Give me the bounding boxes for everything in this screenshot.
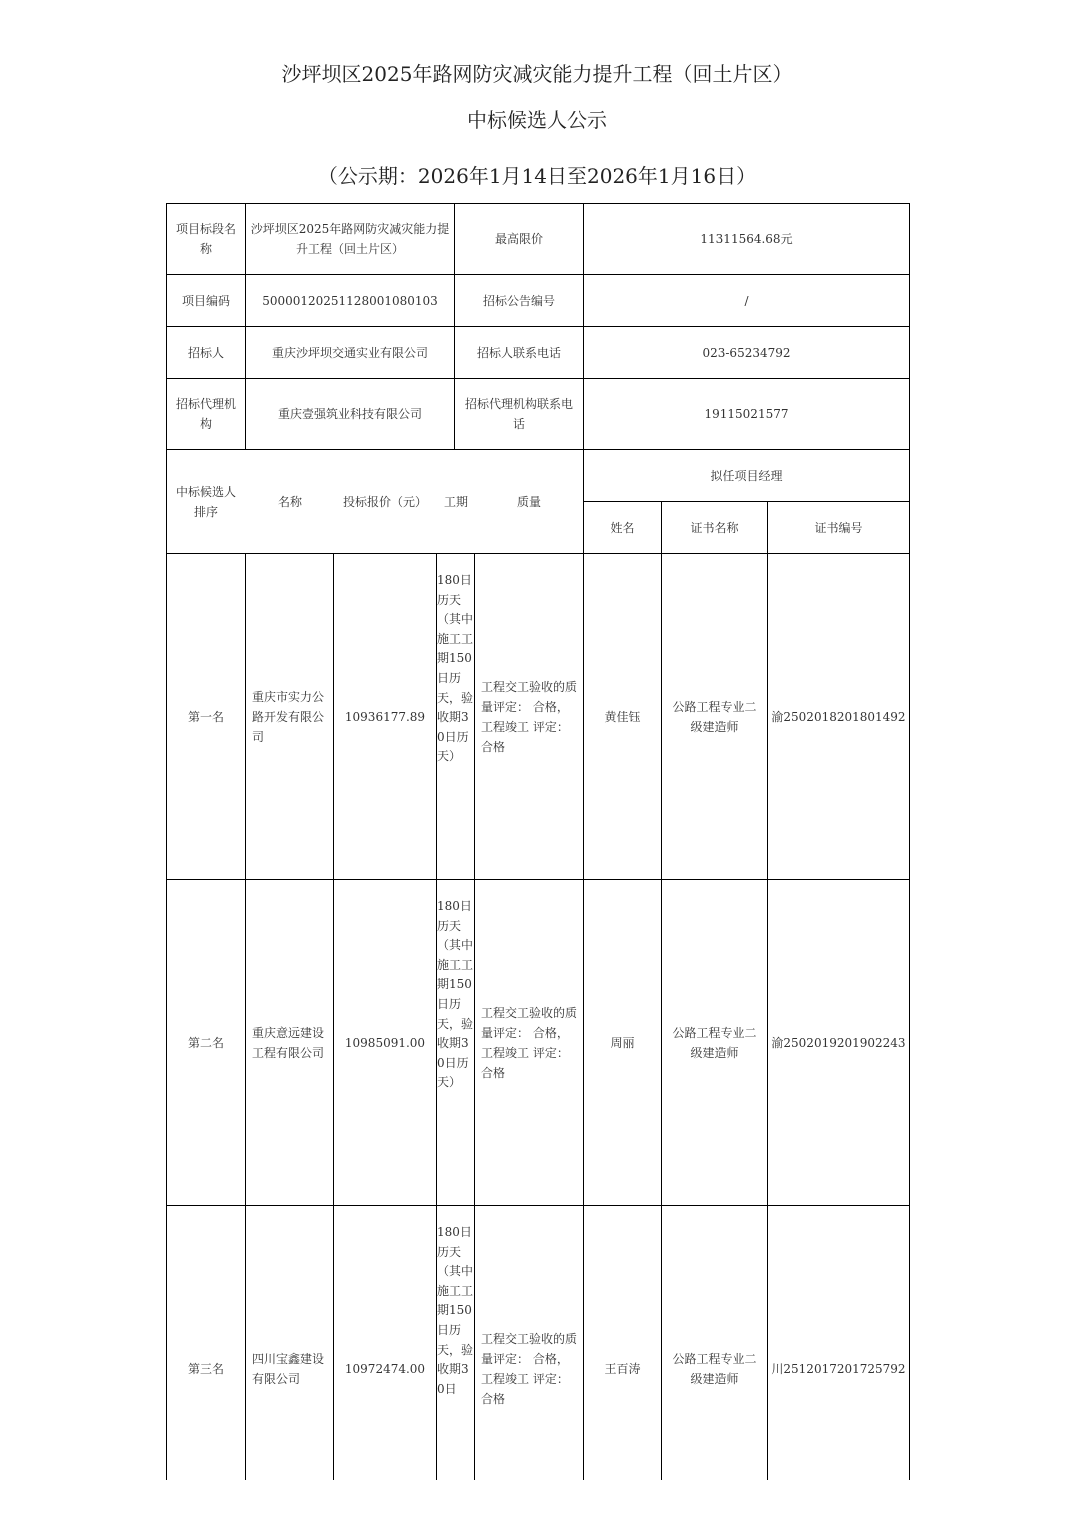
- tenderer-phone-label: 招标人联系电话: [476, 345, 561, 360]
- document-subtitle: 中标候选人公示: [467, 108, 607, 132]
- pm-name-cell: 王百涛: [604, 1361, 641, 1376]
- bid-cell: 10985091.00: [344, 1035, 426, 1050]
- pm-name-cell: 黄佳钰: [604, 709, 641, 724]
- section-name-value: 沙坪坝区2025年路网防灾减灾能力提升工程（回土片区）: [250, 222, 450, 256]
- bid-cell: 10972474.00: [344, 1361, 426, 1376]
- company-name-cell: 重庆市实力公路开发有限公司: [252, 689, 325, 744]
- duration-cell: 180日历天（其中施工工期150日历天，验收期30日: [437, 1225, 474, 1396]
- duration-header: 工期: [443, 494, 468, 509]
- max-price-label: 最高限价: [494, 232, 543, 246]
- tenderer-label: 招标人: [187, 345, 224, 360]
- agency-phone-label: 招标代理机构联系电话: [464, 397, 573, 431]
- table-rule: [661, 501, 662, 1480]
- rank-cell: 第一名: [187, 709, 224, 724]
- table-rule: [474, 553, 475, 1480]
- rank-cell: 第三名: [187, 1361, 224, 1376]
- project-code-value: 50000120251128001080103: [262, 293, 438, 308]
- quality-header: 质量: [516, 494, 541, 509]
- cert-name-cell: 公路工程专业二级建造师: [672, 699, 757, 734]
- quality-cell: 工程交工验收的质量评定： 合格，工程竣工 评定：合格: [481, 679, 578, 754]
- cert-name-cell: 公路工程专业二级建造师: [672, 1025, 757, 1060]
- notice-no-label: 招标公告编号: [482, 293, 555, 308]
- cert-no-header: 证书编号: [814, 520, 863, 535]
- notice-no-value: /: [744, 293, 749, 308]
- table-rule: [909, 203, 910, 1480]
- bid-header: 投标报价（元）: [342, 494, 427, 509]
- cert-no-cell: 川2512017201725792: [771, 1361, 906, 1376]
- cert-name-header: 证书名称: [690, 520, 739, 535]
- document-title: 沙坪坝区2025年路网防灾减灾能力提升工程（回土片区）: [281, 62, 793, 86]
- section-name-label: 项目标段名称: [175, 222, 236, 256]
- cert-no-cell: 渝2502018201801492: [771, 709, 906, 724]
- cert-no-cell: 渝2502019201902243: [771, 1035, 906, 1050]
- company-name-cell: 四川宝鑫建设有限公司: [252, 1351, 325, 1386]
- name-header: 名称: [277, 494, 302, 509]
- project-code-label: 项目编码: [181, 293, 230, 308]
- quality-cell: 工程交工验收的质量评定： 合格，工程竣工 评定：合格: [481, 1005, 578, 1080]
- rank-cell: 第二名: [187, 1035, 224, 1050]
- max-price-value: 11311564.68元: [700, 232, 793, 246]
- cert-name-cell: 公路工程专业二级建造师: [672, 1351, 757, 1386]
- agency-label: 招标代理机构: [175, 397, 236, 431]
- company-name-cell: 重庆意远建设工程有限公司: [252, 1025, 325, 1060]
- tenderer-phone-value: 023-65234792: [702, 345, 791, 360]
- publicity-period: （公示期：2026年1月14日至2026年1月16日）: [317, 164, 757, 188]
- table-rule: [245, 553, 246, 1480]
- duration-cell: 180日历天（其中施工工期150日历天，验收期30日历天）: [437, 899, 474, 1090]
- tenderer-value: 重庆沙坪坝交通实业有限公司: [271, 345, 428, 360]
- pm-name-header: 姓名: [610, 520, 635, 535]
- rank-header: 中标候选人排序: [175, 484, 236, 519]
- agency-phone-value: 19115021577: [704, 407, 789, 421]
- agency-value: 重庆壹强筑业科技有限公司: [277, 407, 422, 421]
- bid-cell: 10936177.89: [344, 709, 426, 724]
- pm-name-cell: 周丽: [610, 1035, 635, 1050]
- duration-cell: 180日历天（其中施工工期150日历天，验收期30日历天）: [437, 573, 474, 764]
- quality-cell: 工程交工验收的质量评定： 合格，工程竣工 评定：合格: [481, 1331, 578, 1406]
- pm-group-header: 拟任项目经理: [710, 468, 783, 483]
